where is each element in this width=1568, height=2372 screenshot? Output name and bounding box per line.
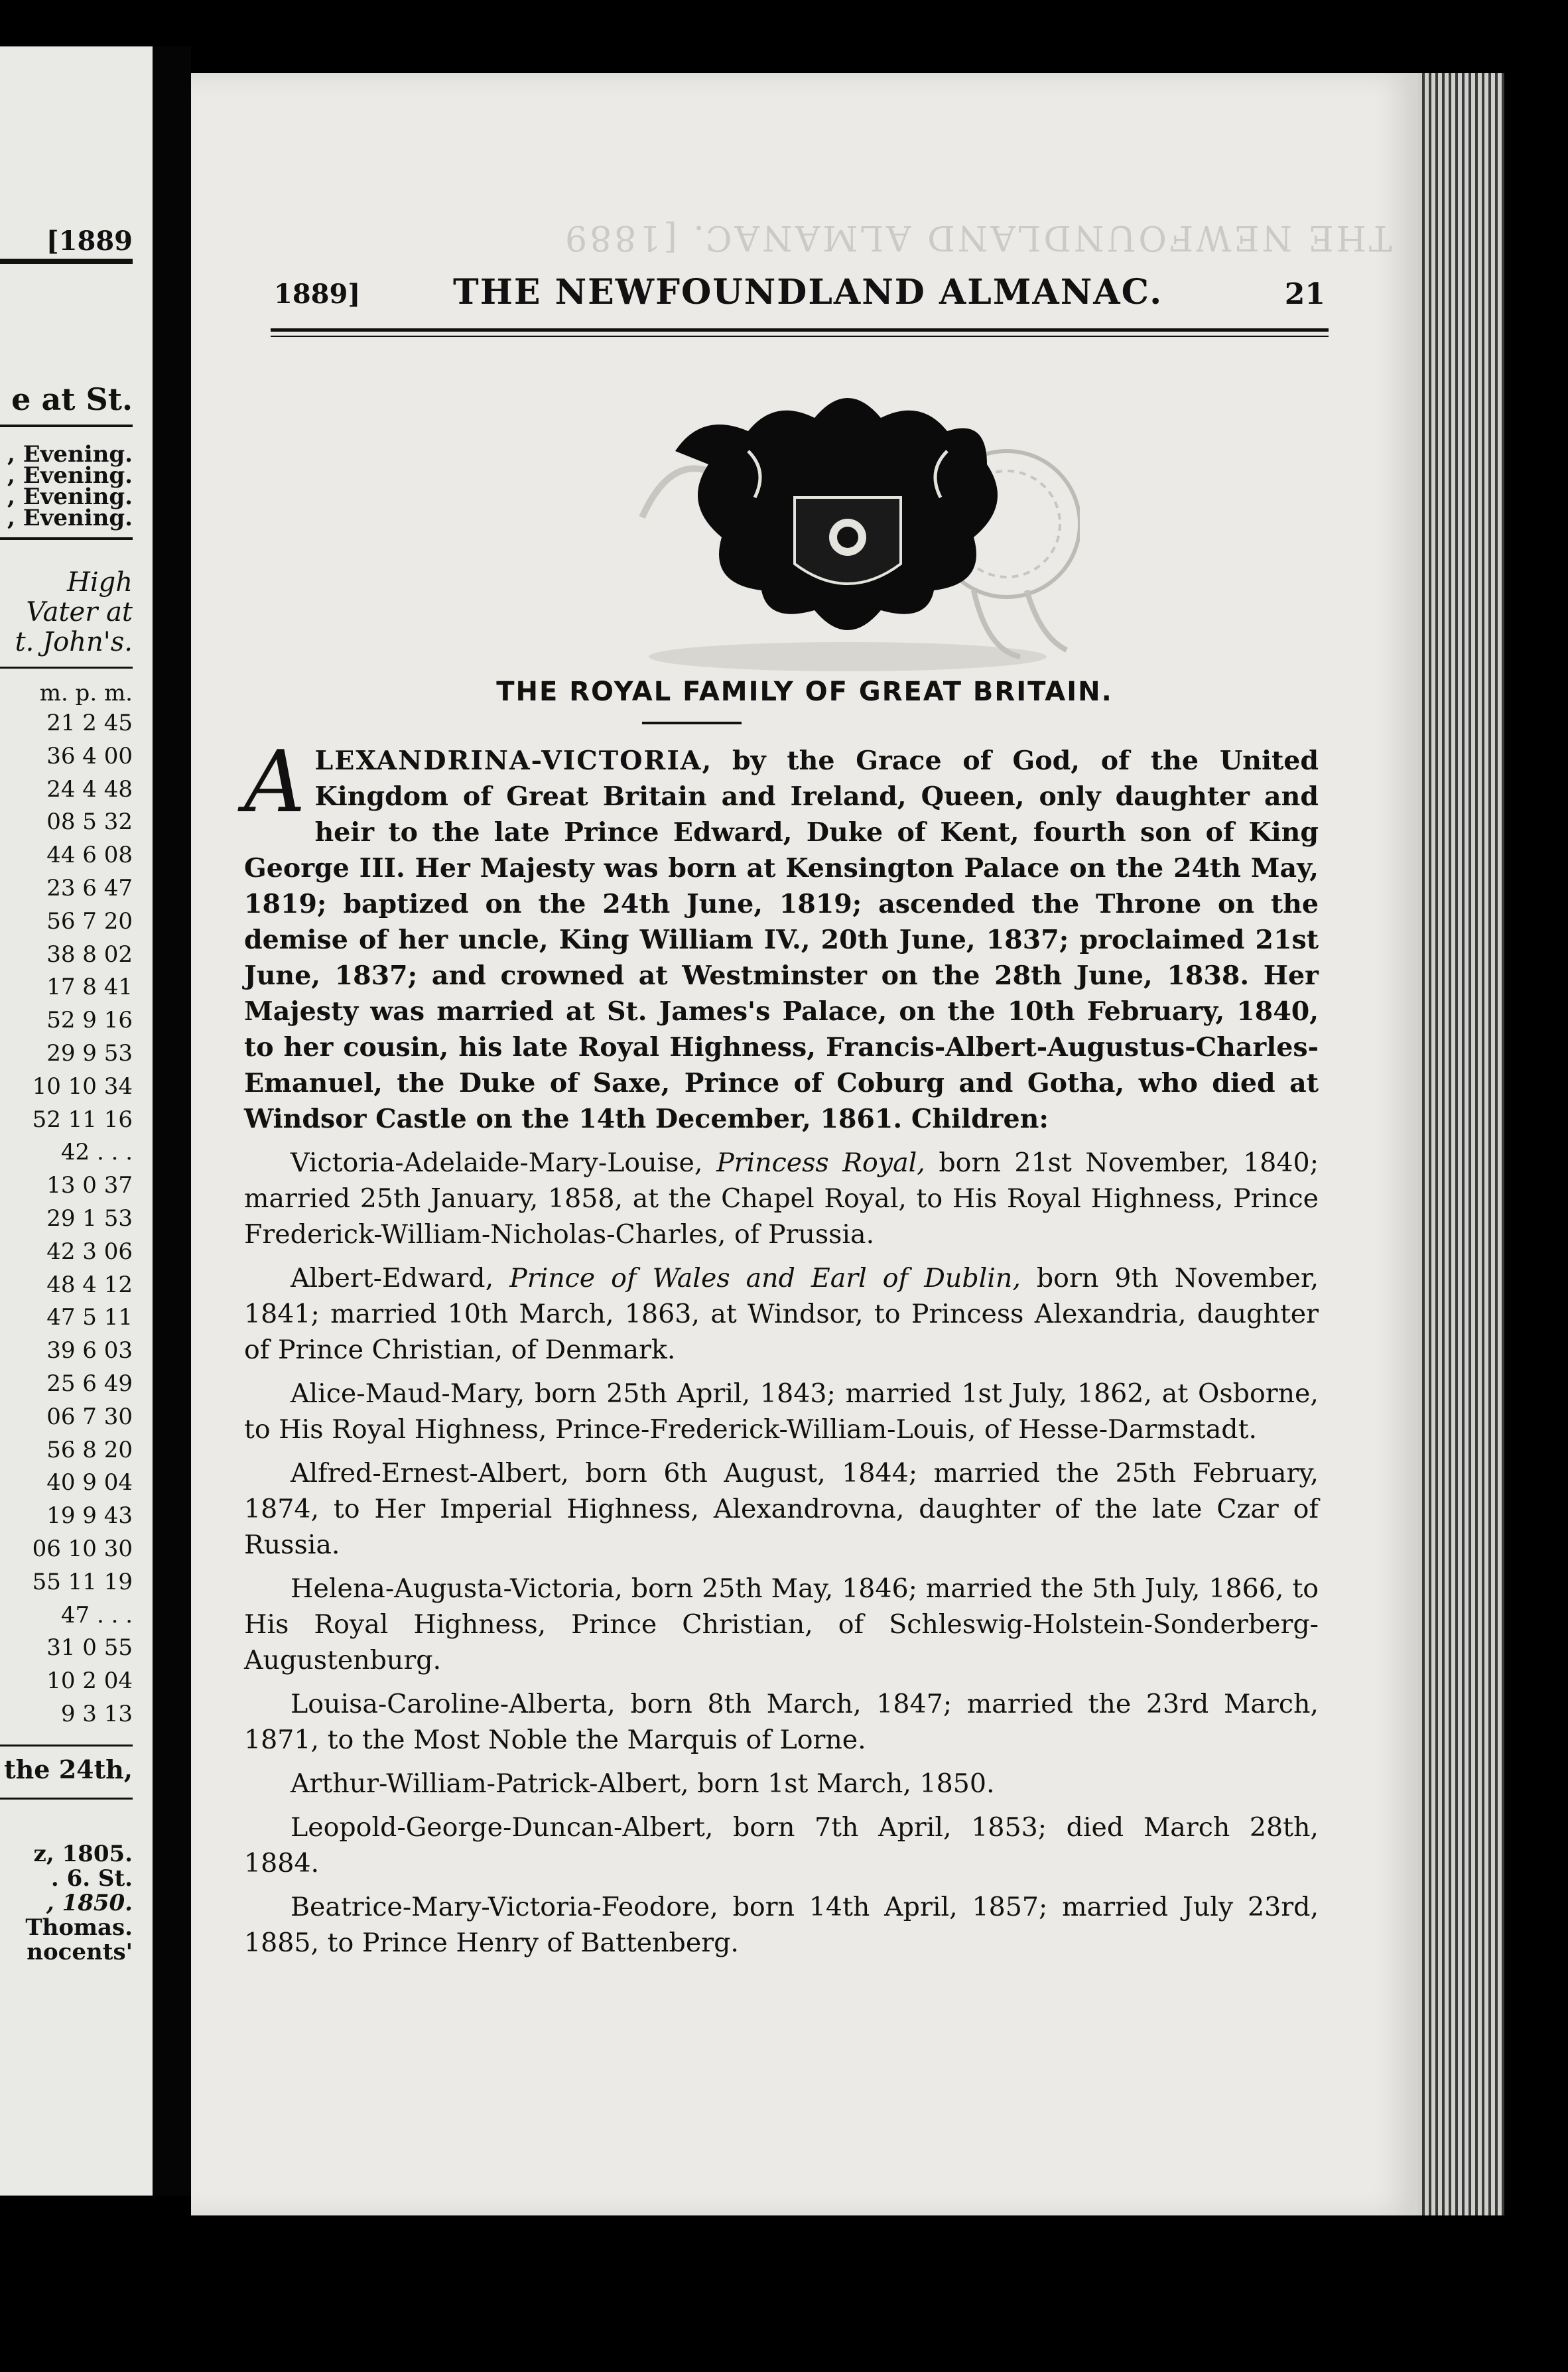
- left-note: . 6. St.: [50, 1865, 133, 1892]
- left-rule: [0, 537, 133, 540]
- left-evening: , Evening.: [7, 462, 133, 489]
- tide-table-row: 31 0 55: [46, 1634, 133, 1662]
- child-title: Princess Royal,: [716, 1148, 925, 1178]
- tide-table-row: 23 6 47: [46, 875, 133, 901]
- child-entry: [244, 1810, 1319, 1881]
- child-text: Leopold-George-Duncan-Albert, born 7th April, 1853; died March 28th, 1884.: [244, 1812, 1319, 1878]
- left-high-water: Vater at: [26, 597, 133, 627]
- tide-table-row: 36 4 00: [46, 742, 133, 769]
- tide-table-row: 21 2 45: [46, 710, 133, 736]
- left-rule: [0, 259, 133, 264]
- tide-table-row: 38 8 02: [46, 941, 133, 968]
- left-high-water: High: [66, 567, 133, 598]
- child-entry: [244, 1455, 1319, 1563]
- intro-text: , by the Grace of God, of the United Kingdom of Great Britain and Ireland, Queen, only daughter and heir to the late Prince Edward, Duke of Kent, fourth son of King George III. Her Majesty was born at Kensington Palace on the 24th May, 1819; baptized on the 24th June, 1819; ascended the Throne on the demise of her uncle, King William IV., 20th June, 1837; proclaimed 21st June, 1837; and crowned at Westminster on the 28th June, 1838. Her Majesty was married at St. James's Palace, on the 10th February, 1840, to her cousin, his late Royal Highness, Francis-Albert-Augustus-Charles-Emanuel, the Duke of Saxe, Prince of Coburg and Gotha, who died at Windsor Castle on the 14th December, 1861. Children:: [244, 746, 1319, 1134]
- child-entry: [244, 1686, 1319, 1758]
- child-text: Beatrice-Mary-Victoria-Feodore, born 14th April, 1857; married July 23rd, 1885, to Prince Henry of Battenberg.: [244, 1892, 1319, 1958]
- bleed-through-text: THE NEWFOUNDLAND ALMANAC. [1889: [562, 218, 1392, 257]
- left-page-fragment: [0, 46, 166, 2196]
- tide-table-row: 56 8 20: [46, 1436, 133, 1463]
- left-note: z, 1805.: [33, 1841, 133, 1867]
- title-rule: [642, 722, 742, 724]
- page-number: 21: [1284, 277, 1325, 311]
- tide-table-row: 52 11 16: [32, 1106, 133, 1133]
- left-year-mark: [1889: [46, 226, 133, 257]
- tide-table-row: 9 3 13: [60, 1701, 133, 1727]
- left-note: , 1850.: [46, 1890, 133, 1916]
- tide-table-row: 29 1 53: [46, 1205, 133, 1232]
- article-body: [244, 733, 1319, 1969]
- tide-table-row: 06 10 30: [32, 1536, 133, 1562]
- tide-table-row: 10 2 04: [46, 1668, 133, 1695]
- header-year: 1889]: [274, 279, 361, 310]
- tide-table-row: 40 9 04: [46, 1469, 133, 1496]
- running-header: [274, 272, 1325, 325]
- child-text: Albert-Edward,: [291, 1263, 510, 1293]
- left-rule: [0, 425, 133, 427]
- intro-paragraph: [244, 733, 1319, 1137]
- drop-cap: A: [244, 733, 306, 832]
- left-note: Thomas.: [25, 1914, 133, 1941]
- tide-table-row: 56 7 20: [46, 907, 133, 935]
- child-text: Alfred-Ernest-Albert, born 6th August, 1844; married the 25th February, 1874, to Her Imperial Highness, Alexandrovna, daughter of the late Czar of Russia.: [244, 1458, 1319, 1560]
- left-rule: [0, 1745, 133, 1746]
- page-edges: [1418, 73, 1504, 2215]
- child-entry: [244, 1766, 1319, 1802]
- child-text: Victoria-Adelaide-Mary-Louise,: [291, 1148, 717, 1178]
- header-title: THE NEWFOUNDLAND ALMANAC.: [453, 272, 1163, 312]
- tide-table-row: 42 . . .: [60, 1139, 133, 1166]
- left-col-header: m. p. m.: [39, 680, 133, 706]
- child-text: Louisa-Caroline-Alberta, born 8th March, 1847; married the 23rd March, 1871, to the Most Noble the Marquis of Lorne.: [244, 1689, 1319, 1755]
- tide-table-row: 17 8 41: [46, 974, 133, 1001]
- book-gutter: [153, 46, 191, 2196]
- child-entry: [244, 1260, 1319, 1368]
- header-rule: [271, 336, 1329, 337]
- tide-table-row: 47 . . .: [60, 1601, 133, 1628]
- child-text-continued: born 9th November, 1841; married 10th March, 1863, at Windsor, to Princess Alexandria, daughter of Prince Christian, of Denmark.: [244, 1263, 1319, 1365]
- tide-table-row: 29 9 53: [46, 1040, 133, 1067]
- child-entry: [244, 1889, 1319, 1961]
- tide-table-row: 25 6 49: [46, 1370, 133, 1397]
- tide-table-row: 06 7 30: [46, 1403, 133, 1430]
- left-note: nocents': [27, 1939, 133, 1965]
- child-entry: [244, 1145, 1319, 1252]
- child-text: Helena-Augusta-Victoria, born 25th May, 1846; married the 5th July, 1866, to His Royal Highness, Prince Christian, of Schleswig-Holstein-Sonderberg-Augustenburg.: [244, 1573, 1319, 1676]
- child-text: Alice-Maud-Mary, born 25th April, 1843; married 1st July, 1862, at Osborne, to His Royal Highness, Prince-Frederick-William-Louis, of Hesse-Darmstadt.: [244, 1378, 1319, 1445]
- queen-name: LEXANDRINA-VICTORIA: [314, 746, 702, 776]
- section-title: THE ROYAL FAMILY OF GREAT BRITAIN.: [496, 677, 1113, 707]
- royal-coat-of-arms-icon: [616, 371, 1080, 677]
- tide-table-row: 08 5 32: [46, 809, 133, 836]
- left-high-water: t. John's.: [15, 627, 133, 657]
- tide-table-row: 39 6 03: [46, 1337, 133, 1364]
- left-heading: e at St.: [11, 381, 133, 417]
- tide-table-row: 19 9 43: [46, 1502, 133, 1530]
- child-text-continued: born 21st November, 1840; married 25th January, 1858, at the Chapel Royal, to His Royal Highness, Prince Frederick-William-Nicholas-Charles, of Prussia.: [244, 1148, 1319, 1250]
- tide-table-row: 47 5 11: [46, 1304, 133, 1331]
- tide-table-row: 24 4 48: [46, 775, 133, 803]
- header-rule: [271, 328, 1329, 332]
- tide-table-row: 10 10 34: [32, 1073, 133, 1100]
- tide-table-row: 44 6 08: [46, 842, 133, 869]
- child-entry: [244, 1376, 1319, 1447]
- left-rule: [0, 1798, 133, 1800]
- right-page: [191, 73, 1418, 2215]
- left-evening: , Evening.: [7, 484, 133, 510]
- child-text: Arthur-William-Patrick-Albert, born 1st March, 1850.: [291, 1768, 995, 1799]
- tide-table-row: 55 11 19: [32, 1568, 133, 1595]
- children-list: [244, 1145, 1319, 1961]
- tide-table-row: 48 4 12: [46, 1271, 133, 1298]
- child-title: Prince of Wales and Earl of Dublin,: [509, 1263, 1021, 1293]
- child-entry: [244, 1571, 1319, 1678]
- left-evening: , Evening.: [7, 441, 133, 468]
- left-rule: [0, 667, 133, 669]
- tide-table-row: 13 0 37: [46, 1172, 133, 1199]
- tide-table-row: 52 9 16: [46, 1007, 133, 1034]
- left-footnote-head: the 24th,: [4, 1754, 133, 1784]
- left-evening: , Evening.: [7, 505, 133, 531]
- tide-table-row: 42 3 06: [46, 1238, 133, 1265]
